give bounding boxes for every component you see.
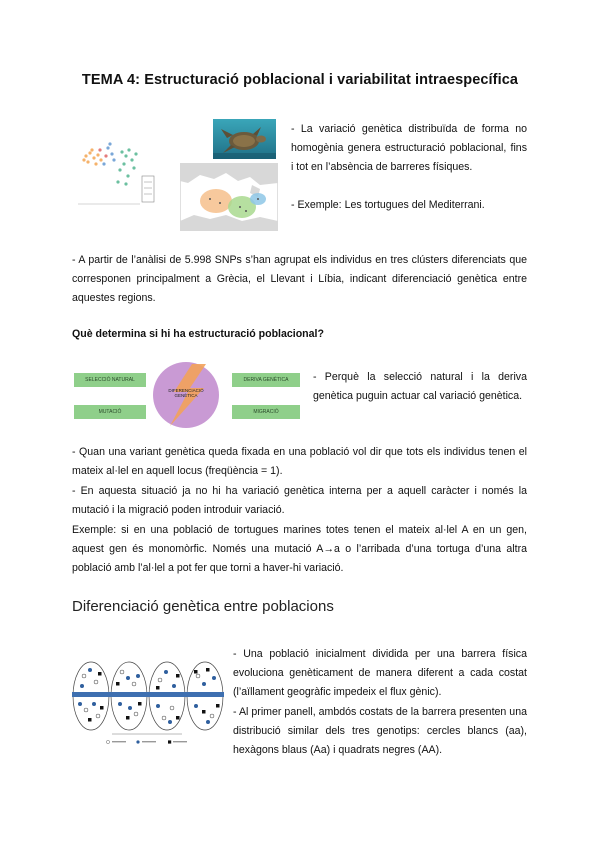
population-panels-image <box>72 658 224 748</box>
intro-paragraph-2: - Exemple: Les tortugues del Mediterrani. <box>291 199 485 211</box>
pca-scatter-figure <box>74 120 156 206</box>
section2-paragraph-2: - Al primer panell, ambdós costats de la barrera presenten una distribució similar dels tres genotips: cercles blancs (aa), hexàgons blaus (Aa) i quadrats negres (AA). <box>233 706 527 756</box>
box-natural-selection: SELECCIÓ NATURAL <box>74 373 146 387</box>
intro-paragraph-3: - A partir de l’anàlisi de 5.998 SNPs s’han agrupat els individus en tres clústers diferenciats que corresponen principalment a Grècia, el Llevant i Líbia, indicant diferenciació genètica entre aquestes regions. <box>72 254 527 304</box>
section1-paragraph-2: - Quan una variant genètica queda fixada en una població vol dir que tots els individus tenen el mateix al·lel en aquell locus (freqüència = 1). <box>72 446 527 477</box>
section2-paragraph-1: - Una població inicialment dividida per una barrera física evoluciona genèticament de manera diferent a cada costat (l’aïllament geogràfic impedeix el flux gènic). <box>233 648 527 698</box>
box-genetic-drift: DERIVA GENÈTICA <box>232 373 300 387</box>
box-mutation: MUTACIÓ <box>74 405 146 419</box>
section1-paragraph-1: - Perquè la selecció natural i la deriva genètica puguin actuar cal variació genètica. <box>313 371 527 402</box>
population-panels-figure <box>72 658 224 748</box>
section1-paragraph-3: - En aquesta situació ja no hi ha variació genètica interna per a aquell caràcter i només la mutació i la migració poden introduir variació. <box>72 485 527 516</box>
box-migration: MIGRACIÓ <box>232 405 300 419</box>
section2-heading: Diferenciació genètica entre poblacions <box>72 598 334 615</box>
turtle-photo <box>213 119 276 159</box>
mediterranean-map <box>180 163 278 231</box>
section-question: Què determina si hi ha estructuració poblacional? <box>72 328 324 340</box>
section1-paragraph-4: Exemple: si en una població de tortugues marines totes tenen el mateix al·lel A en un gen, aquest gen és monomòrfic. Només una mutació A→a o l’arribada d’una tortuga d’una altra població amb l’al·lel a pot fer que torni a haver-hi variació. <box>72 524 527 574</box>
intro-paragraph-1: - La variació genètica distribuïda de forma no homogènia genera estructuració poblacional, fins i tot en l’absència de barreres físiques. <box>291 123 527 173</box>
pca-scatter-image <box>74 120 156 206</box>
diagram-center-label: DIFERENCIACIÓ GENÈTICA <box>168 388 204 398</box>
differentiation-diagram <box>74 362 300 428</box>
page-title: TEMA 4: Estructuració poblacional i variabilitat intraespecífica <box>81 72 519 88</box>
